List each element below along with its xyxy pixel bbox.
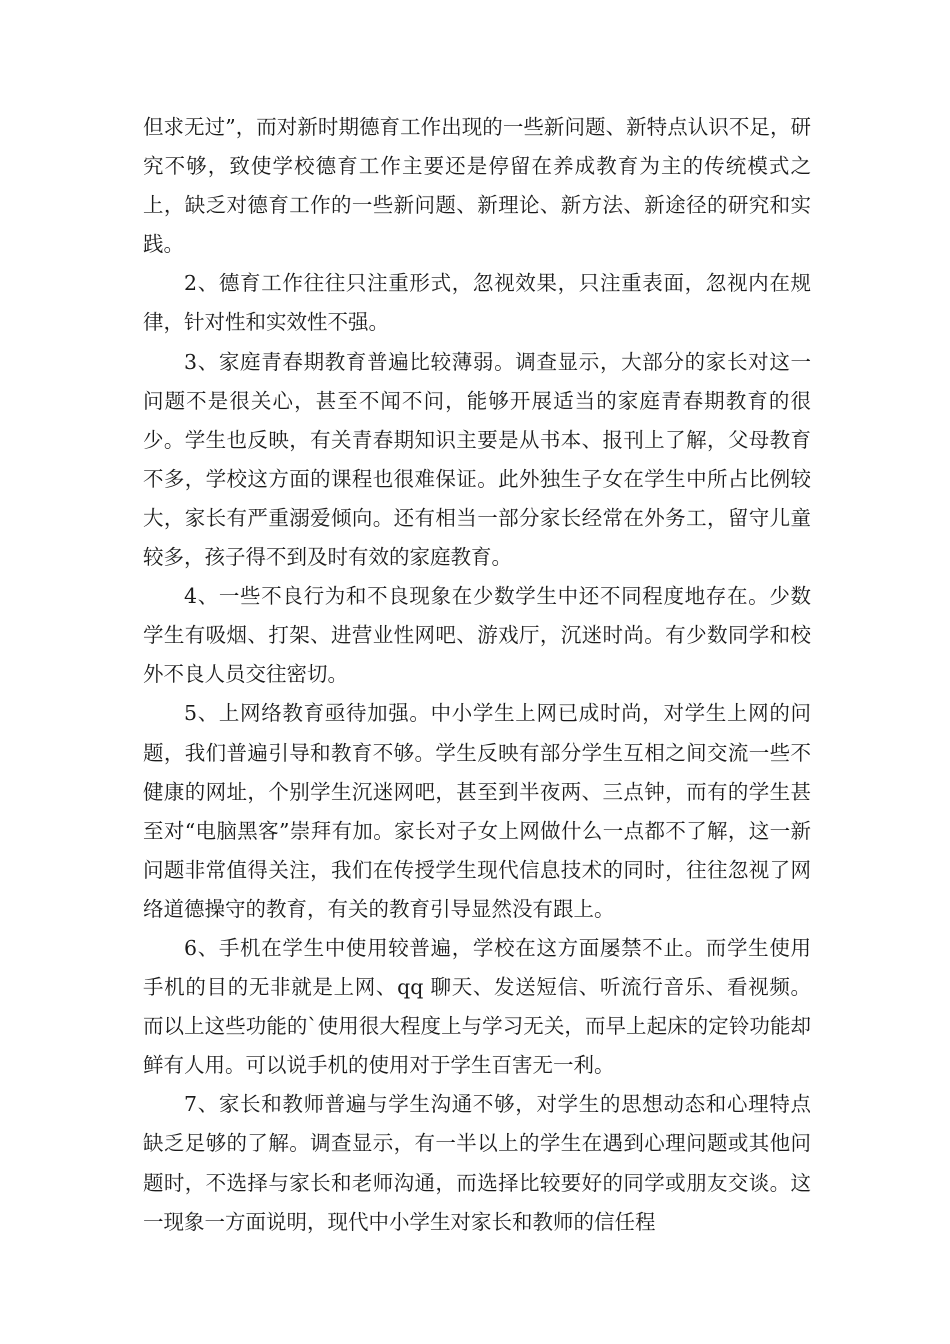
paragraph-continuation: 但求无过”，而对新时期德育工作出现的一些新问题、新特点认识不足，研究不够，致使学校德育工作主要还是停留在养成教育为主的传统模式之上，缺乏对德育工作的一些新问题、新理论、新方法、新途径的研究和实践。 [143, 115, 811, 257]
paragraph-item-3: 3、家庭青春期教育普遍比较薄弱。调查显示，大部分的家长对这一问题不是很关心，甚至不闻不问，能够开展适当的家庭青春期教育的很少。学生也反映，有关青春期知识主要是从书本、报刊上了解，父母教育不多，学校这方面的课程也很难保证。此外独生子女在学生中所占比例较大，家长有严重溺爱倾向。还有相当一部分家长经常在外务工，留守儿童较多，孩子得不到及时有效的家庭教育。 [143, 349, 811, 570]
paragraph-item-5: 5、上网络教育亟待加强。中小学生上网已成时尚，对学生上网的问题，我们普遍引导和教育不够。学生反映有部分学生互相之间交流一些不健康的网址，个别学生沉迷网吧，甚至到半夜两、三点钟，而有的学生甚至对“电脑黑客”崇拜有加。家长对子女上网做什么一点都不了解，这一新问题非常值得关注，我们在传授学生现代信息技术的同时，往往忽视了网络道德操守的教育，有关的教育引导显然没有跟上。 [143, 701, 811, 921]
paragraph-item-2: 2、德育工作往往只注重形式，忽视效果，只注重表面，忽视内在规律，针对性和实效性不强。 [143, 271, 811, 335]
paragraph-item-6: 6、手机在学生中使用较普遍，学校在这方面屡禁不止。而学生使用手机的目的无非就是上网、qq 聊天、发送短信、听流行音乐、看视频。而以上这些功能的`使用很大程度上与学习无关，而早上起床的定铃功能却鲜有人用。可以说手机的使用对于学生百害无一利。 [143, 935, 811, 1078]
paragraph-item-7: 7、家长和教师普遍与学生沟通不够，对学生的思想动态和心理特点缺乏足够的了解。调查显示，有一半以上的学生在遇到心理问题或其他问题时，不选择与家长和老师沟通，而选择比较要好的同学或朋友交谈。这一现象一方面说明，现代中小学生对家长和教师的信任程 [143, 1092, 811, 1234]
document-body [143, 108, 811, 1242]
paragraph-item-4: 4、一些不良行为和不良现象在少数学生中还不同程度地存在。少数学生有吸烟、打架、进营业性网吧、游戏厅，沉迷时尚。有少数同学和校外不良人员交往密切。 [143, 584, 811, 687]
